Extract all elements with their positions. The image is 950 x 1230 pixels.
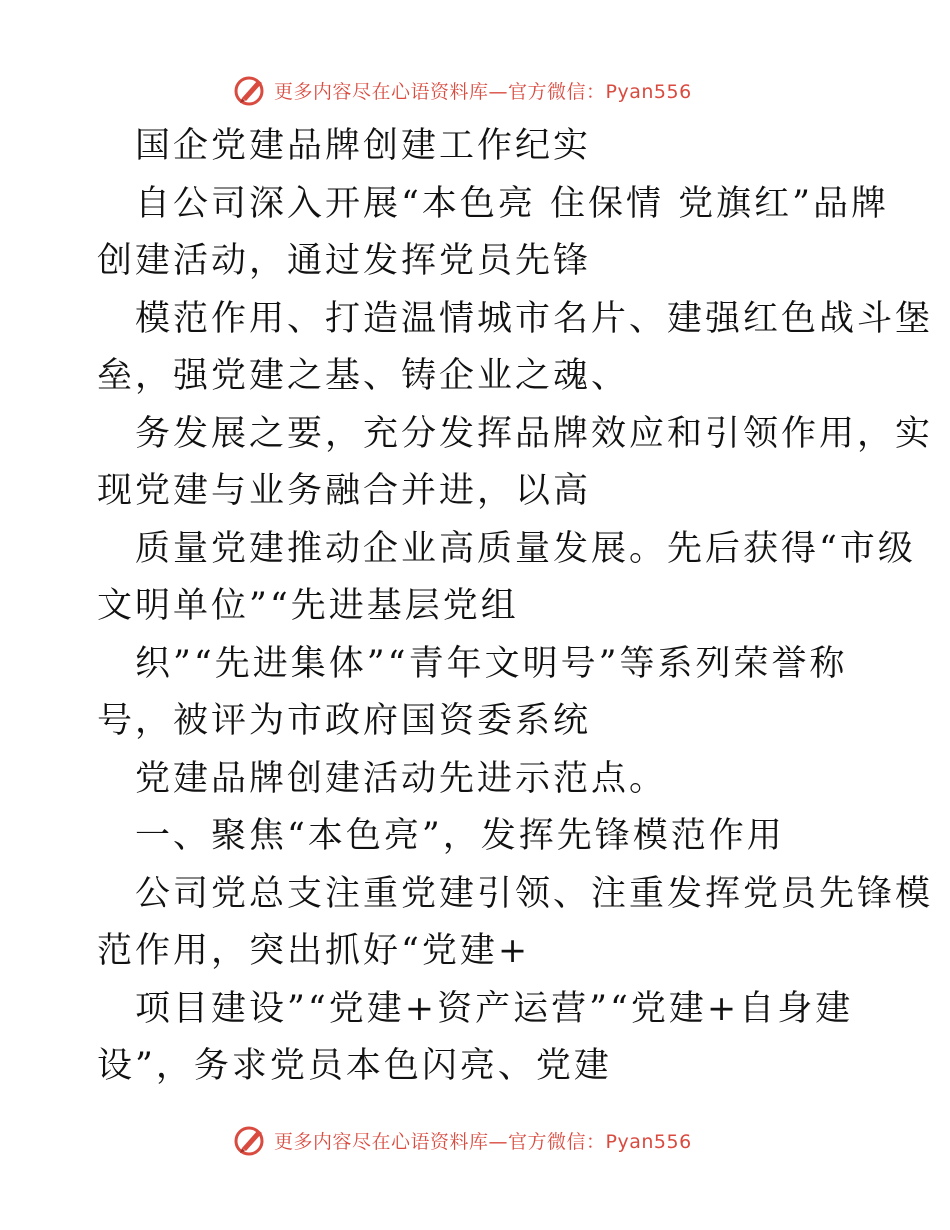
text-line: 号，被评为市政府国资委系统	[97, 701, 592, 741]
text-line: 设”，务求党员本色闪亮、党建	[97, 1046, 612, 1086]
watermark-text: 更多内容尽在心语资料库—官方微信：Pyan556	[274, 1130, 692, 1153]
pen-logo-icon	[232, 1122, 268, 1158]
text-line: 公司党总支注重党建引领、注重发挥党员先锋模	[135, 873, 934, 914]
text-line: 自公司深入开展“本色亮 住保情 党旗红”品牌	[135, 183, 890, 224]
document-body	[97, 118, 934, 1096]
text-line: 模范作用、打造温情城市名片、建强红色战斗堡	[135, 298, 934, 339]
text-line: 项目建设”“党建+资产运营”“党建+自身建	[135, 988, 854, 1029]
text-line: 文明单位”“先进基层党组	[97, 586, 519, 626]
text-line: 一、聚焦“本色亮”，发挥先锋模范作用	[135, 816, 785, 856]
text-line: 织”“先进集体”“青年文明号”等系列荣誉称	[135, 643, 848, 684]
text-line: 国企党建品牌创建工作纪实	[135, 126, 592, 166]
footer-watermark	[232, 1122, 692, 1158]
text-line: 质量党建推动企业高质量发展。先后获得“市级	[135, 528, 916, 569]
watermark-text: 更多内容尽在心语资料库—官方微信：Pyan556	[274, 80, 692, 103]
text-line: 垒，强党建之基、铸企业之魂、	[97, 356, 630, 396]
header-watermark	[232, 72, 692, 108]
text-line: 创建活动，通过发挥党员先锋	[97, 241, 592, 281]
text-line: 现党建与业务融合并进，以高	[97, 471, 592, 511]
pen-logo-icon	[232, 72, 268, 108]
text-line: 务发展之要，充分发挥品牌效应和引领作用，实	[135, 413, 934, 454]
text-line: 党建品牌创建活动先进示范点。	[135, 758, 668, 799]
text-line: 范作用，突出抓好“党建+	[97, 931, 531, 971]
